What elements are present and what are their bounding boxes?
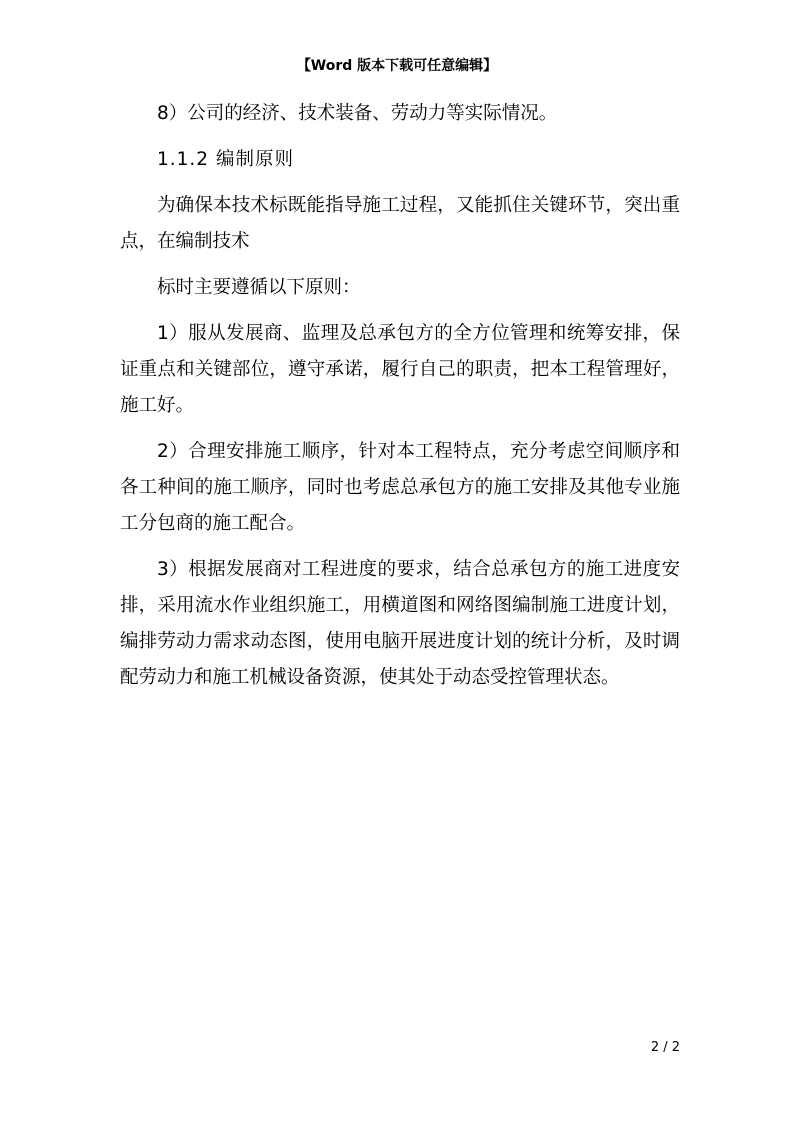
section-heading: 1.1.2 编制原则	[157, 149, 294, 170]
paragraph-principle-1: 1）服从发展商、监理及总承包方的全方位管理和统筹安排，保证重点和关键部位，遵守承诺，履行自己的职责，把本工程管理好，施工好。	[120, 323, 680, 416]
paragraph-principles-lead: 标时主要遵循以下原则：	[157, 277, 361, 298]
paragraph-principle-3: 3）根据发展商对工程进度的要求，结合总承包方的施工进度安排，采用流水作业组织施工，用横道图和网络图编制施工进度计划，编排劳动力需求动态图，使用电脑开展进度计划的统计分析，及时调配劳动力和施工机械设备资源，使其处于动态受控管理状态。	[120, 559, 680, 688]
document-body	[120, 96, 680, 696]
paragraph-resources: 8）公司的经济、技术装备、劳动力等实际情况。	[157, 103, 558, 124]
document-header: 【Word 版本下载可任意编辑】	[296, 58, 498, 74]
paragraph-intro: 为确保本技术标既能指导施工过程，又能抓住关键环节，突出重点，在编制技术	[120, 195, 680, 252]
page-number: 2 / 2	[650, 1040, 680, 1055]
paragraph-principle-2: 2）合理安排施工顺序，针对本工程特点，充分考虑空间顺序和各工种间的施工顺序，同时也考虑总承包方的施工安排及其他专业施工分包商的施工配合。	[120, 441, 680, 534]
